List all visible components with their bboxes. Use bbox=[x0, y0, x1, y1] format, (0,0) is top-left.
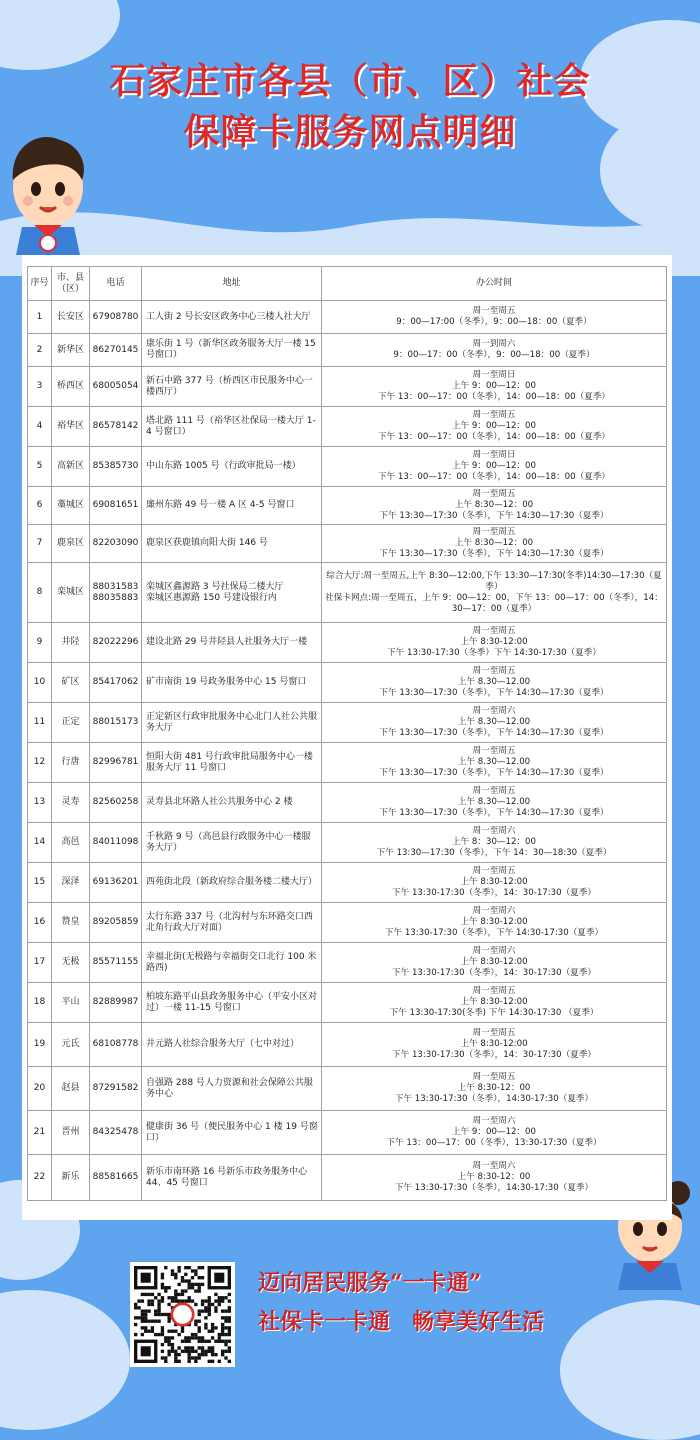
row-hours: 周一至周五 上午 8:30-12:00 下午 13:30-17:30(冬季) 下午 14:30-17:30 （夏季） bbox=[322, 983, 667, 1023]
row-county: 高新区 bbox=[52, 447, 90, 487]
table-row bbox=[28, 367, 667, 407]
row-county: 新华区 bbox=[52, 334, 90, 367]
row-county: 藁城区 bbox=[52, 487, 90, 525]
row-address: 矿市南街 19 号政务服务中心 15 号窗口 bbox=[142, 663, 322, 703]
row-phone: 88581665 bbox=[90, 1155, 142, 1201]
row-phone: 86270145 bbox=[90, 334, 142, 367]
table-row bbox=[28, 623, 667, 663]
boy-mascot-illustration bbox=[0, 125, 100, 255]
row-phone: 85417062 bbox=[90, 663, 142, 703]
row-address: 灵寿县北环路人社公共服务中心 2 楼 bbox=[142, 783, 322, 823]
row-no: 21 bbox=[28, 1111, 52, 1155]
row-address: 柏坡东路平山县政务服务中心（平安小区对过）一楼 11-15 号窗口 bbox=[142, 983, 322, 1023]
row-hours: 周一至周五 上午 8.30—12.00 下午 13:30—17:30（冬季），下午 14:30—17:30（夏季） bbox=[322, 783, 667, 823]
row-phone: 69081651 bbox=[90, 487, 142, 525]
row-hours: 周一至周五 上午 8:30—12：00 下午 13:30—17:30（冬季），下午 14:30—17:30（夏季） bbox=[322, 487, 667, 525]
table-header-row bbox=[28, 267, 667, 301]
cloud-decoration bbox=[0, 1290, 130, 1430]
row-phone: 68108778 bbox=[90, 1023, 142, 1067]
row-county: 栾城区 bbox=[52, 563, 90, 623]
row-county: 深泽 bbox=[52, 863, 90, 903]
table-row bbox=[28, 563, 667, 623]
row-no: 7 bbox=[28, 525, 52, 563]
table-row bbox=[28, 334, 667, 367]
row-hours: 周一至周六 上午 8:30-12:00 下午 13:30-17:30（冬季），下午 14:30-17:30（夏季） bbox=[322, 903, 667, 943]
row-address: 自强路 288 号人力资源和社会保障公共服务中心 bbox=[142, 1067, 322, 1111]
row-hours: 周一至周日 上午 9：00—12：00 下午 13：00—17：00（冬季），14：00—18：00（夏季） bbox=[322, 367, 667, 407]
row-phone: 82560258 bbox=[90, 783, 142, 823]
qr-code bbox=[130, 1262, 235, 1367]
table-row bbox=[28, 783, 667, 823]
row-no: 5 bbox=[28, 447, 52, 487]
row-county: 无极 bbox=[52, 943, 90, 983]
table-row bbox=[28, 663, 667, 703]
header-phone: 电话 bbox=[90, 267, 142, 301]
row-phone: 85571155 bbox=[90, 943, 142, 983]
table-row bbox=[28, 487, 667, 525]
cloud-decoration bbox=[560, 1300, 700, 1440]
header-county: 市、县（区） bbox=[52, 267, 90, 301]
table-row bbox=[28, 447, 667, 487]
row-no: 16 bbox=[28, 903, 52, 943]
table-row bbox=[28, 407, 667, 447]
header-no: 序号 bbox=[28, 267, 52, 301]
row-hours: 周一至周五 上午 8:30—12：00 下午 13:30—17:30（冬季），下午 14:30—17:30（夏季） bbox=[322, 525, 667, 563]
row-hours: 周一至周五 上午 8:30-12:00 下午 13:30-17:30（冬季），14：30-17:30（夏季） bbox=[322, 863, 667, 903]
table-row bbox=[28, 301, 667, 334]
row-county: 赞皇 bbox=[52, 903, 90, 943]
row-address: 工人街 2 号长安区政务中心三楼人社大厅 bbox=[142, 301, 322, 334]
table-row bbox=[28, 983, 667, 1023]
table-row bbox=[28, 903, 667, 943]
row-no: 17 bbox=[28, 943, 52, 983]
table-row bbox=[28, 823, 667, 863]
row-phone: 68005054 bbox=[90, 367, 142, 407]
row-hours: 周一至周六 上午 8:30-12：00 下午 13:30-17:30（冬季），14:30-17:30（夏季） bbox=[322, 1155, 667, 1201]
qr-code-image bbox=[134, 1266, 231, 1363]
table-row bbox=[28, 525, 667, 563]
row-phone: 82889987 bbox=[90, 983, 142, 1023]
row-phone: 85385730 bbox=[90, 447, 142, 487]
row-hours: 综合大厅:周一至周五,上午 8:30—12:00,下午 13:30—17:30(冬季)14:30—17:30（夏季） 社保卡网点:周一至周五，上午 9：00—12：00，下午 13：00—17：00（冬季），14：30—17：00（夏季） bbox=[322, 563, 667, 623]
row-county: 裕华区 bbox=[52, 407, 90, 447]
row-county: 灵寿 bbox=[52, 783, 90, 823]
table-row bbox=[28, 703, 667, 743]
row-no: 19 bbox=[28, 1023, 52, 1067]
row-no: 12 bbox=[28, 743, 52, 783]
row-address: 幸福北街(无极路与幸福街交口北行 100 米路西) bbox=[142, 943, 322, 983]
row-address: 西苑街北段（新政府综合服务楼二楼大厅） bbox=[142, 863, 322, 903]
header-hours: 办公时间 bbox=[322, 267, 667, 301]
row-no: 10 bbox=[28, 663, 52, 703]
row-phone: 84011098 bbox=[90, 823, 142, 863]
row-no: 3 bbox=[28, 367, 52, 407]
row-no: 13 bbox=[28, 783, 52, 823]
row-hours: 周一至周六 上午 8.30—12.00 下午 13:30—17:30（冬季），下午 14:30—17:30（夏季） bbox=[322, 703, 667, 743]
row-address: 正定新区行政审批服务中心北门人社公共服务大厅 bbox=[142, 703, 322, 743]
row-phone: 88015173 bbox=[90, 703, 142, 743]
slogan-line-2: 社保卡一卡通 畅享美好生活 bbox=[258, 1309, 545, 1335]
row-no: 11 bbox=[28, 703, 52, 743]
row-hours: 周一至周六 上午 9：00—12：00 下午 13：00—17：00（冬季），13:30-17:30（夏季） bbox=[322, 1111, 667, 1155]
row-phone: 82022296 bbox=[90, 623, 142, 663]
row-phone: 84325478 bbox=[90, 1111, 142, 1155]
row-phone: 89205859 bbox=[90, 903, 142, 943]
service-points-table bbox=[27, 266, 667, 1201]
row-address: 鹿泉区获鹿镇向阳大街 146 号 bbox=[142, 525, 322, 563]
row-county: 晋州 bbox=[52, 1111, 90, 1155]
row-address: 康乐街 1 号（新华区政务服务大厅一楼 15 号窗口） bbox=[142, 334, 322, 367]
row-address: 建设北路 29 号井陉县人社服务大厅一楼 bbox=[142, 623, 322, 663]
row-address: 健康街 36 号（便民服务中心 1 楼 19 号窗口） bbox=[142, 1111, 322, 1155]
row-no: 9 bbox=[28, 623, 52, 663]
row-address: 廉州东路 49 号一楼 A 区 4-5 号窗口 bbox=[142, 487, 322, 525]
table-row bbox=[28, 743, 667, 783]
row-hours: 周一至周五 9：00—17:00（冬季），9：00—18：00（夏季） bbox=[322, 301, 667, 334]
row-address: 塔北路 111 号（裕华区社保局一楼大厅 1-4 号窗口） bbox=[142, 407, 322, 447]
row-county: 行唐 bbox=[52, 743, 90, 783]
row-hours: 周一至周五 上午 8:30-12:00 下午 13:30-17:30（冬季）下午 14:30-17:30（夏季） bbox=[322, 623, 667, 663]
row-phone: 67908780 bbox=[90, 301, 142, 334]
row-address: 井元路人社综合服务大厅（七中对过） bbox=[142, 1023, 322, 1067]
table-row bbox=[28, 1067, 667, 1111]
row-phone: 82996781 bbox=[90, 743, 142, 783]
row-no: 18 bbox=[28, 983, 52, 1023]
page-title: 石家庄市各县（市、区）社会 bbox=[109, 61, 591, 102]
header-address: 地址 bbox=[142, 267, 322, 301]
row-hours: 周一至周五 上午 8.30—12.00 下午 13:30—17:30（冬季），下午 14:30—17:30（夏季） bbox=[322, 743, 667, 783]
row-no: 20 bbox=[28, 1067, 52, 1111]
row-address: 中山东路 1005 号（行政审批局一楼） bbox=[142, 447, 322, 487]
row-address: 恒阳大街 481 号行政审批局服务中心一楼服务大厅 11 号窗口 bbox=[142, 743, 322, 783]
row-hours: 周一至周五 上午 9：00—12：00 下午 13：00—17：00（冬季），14：00—18：00（夏季） bbox=[322, 407, 667, 447]
row-county: 赵县 bbox=[52, 1067, 90, 1111]
row-county: 桥西区 bbox=[52, 367, 90, 407]
row-county: 平山 bbox=[52, 983, 90, 1023]
row-county: 高邑 bbox=[52, 823, 90, 863]
row-county: 新乐 bbox=[52, 1155, 90, 1201]
row-hours: 周一至周日 上午 9：00—12：00 下午 13：00—17：00（冬季），14：00—18：00（夏季） bbox=[322, 447, 667, 487]
row-hours: 周一到周六 9：00—17：00（冬季），9：00—18：00（夏季） bbox=[322, 334, 667, 367]
row-no: 8 bbox=[28, 563, 52, 623]
row-hours: 周一至周六 上午 8：30—12：00 下午 13:30—17:30（冬季），下午 14：30—18:30（夏季） bbox=[322, 823, 667, 863]
row-county: 正定 bbox=[52, 703, 90, 743]
row-phone: 87291582 bbox=[90, 1067, 142, 1111]
row-no: 1 bbox=[28, 301, 52, 334]
row-hours: 周一至周六 上午 8:30-12:00 下午 13:30-17:30（冬季），14：30-17:30（夏季） bbox=[322, 943, 667, 983]
row-hours: 周一至周五 上午 8:30-12：00 下午 13:30-17:30（冬季），14:30-17:30（夏季） bbox=[322, 1067, 667, 1111]
row-address: 栾城区鑫源路 3 号社保局二楼大厅 栾城区惠源路 150 号建设银行内 bbox=[142, 563, 322, 623]
table-row bbox=[28, 1111, 667, 1155]
row-hours: 周一至周五 上午 8:30-12:00 下午 13:30-17:30（冬季），14：30-17:30（夏季） bbox=[322, 1023, 667, 1067]
row-no: 14 bbox=[28, 823, 52, 863]
row-no: 6 bbox=[28, 487, 52, 525]
row-no: 4 bbox=[28, 407, 52, 447]
row-phone: 86578142 bbox=[90, 407, 142, 447]
row-county: 鹿泉区 bbox=[52, 525, 90, 563]
row-phone: 69136201 bbox=[90, 863, 142, 903]
row-address: 新乐市南环路 16 号新乐市政务服务中心 44、45 号窗口 bbox=[142, 1155, 322, 1201]
table-row bbox=[28, 1155, 667, 1201]
row-no: 22 bbox=[28, 1155, 52, 1201]
row-county: 井陉 bbox=[52, 623, 90, 663]
row-phone: 88031583 88035883 bbox=[90, 563, 142, 623]
table-row bbox=[28, 863, 667, 903]
row-phone: 82203090 bbox=[90, 525, 142, 563]
row-no: 2 bbox=[28, 334, 52, 367]
slogan-line-1: 迈向居民服务“一卡通” bbox=[258, 1270, 482, 1296]
row-county: 长安区 bbox=[52, 301, 90, 334]
row-address: 太行东路 337 号（北沟村与东环路交口西北角行政大厅对面） bbox=[142, 903, 322, 943]
table-row bbox=[28, 1023, 667, 1067]
row-no: 15 bbox=[28, 863, 52, 903]
row-address: 千秋路 9 号（高邑县行政服务中心一楼服务大厅） bbox=[142, 823, 322, 863]
page-subtitle: 保障卡服务网点明细 bbox=[183, 112, 517, 153]
row-county: 元氏 bbox=[52, 1023, 90, 1067]
row-hours: 周一至周五 上午 8.30—12.00 下午 13:30—17:30（冬季），下午 14:30—17:30（夏季） bbox=[322, 663, 667, 703]
row-address: 新石中路 377 号（桥西区市民服务中心一楼西厅） bbox=[142, 367, 322, 407]
table-row bbox=[28, 943, 667, 983]
row-county: 矿区 bbox=[52, 663, 90, 703]
